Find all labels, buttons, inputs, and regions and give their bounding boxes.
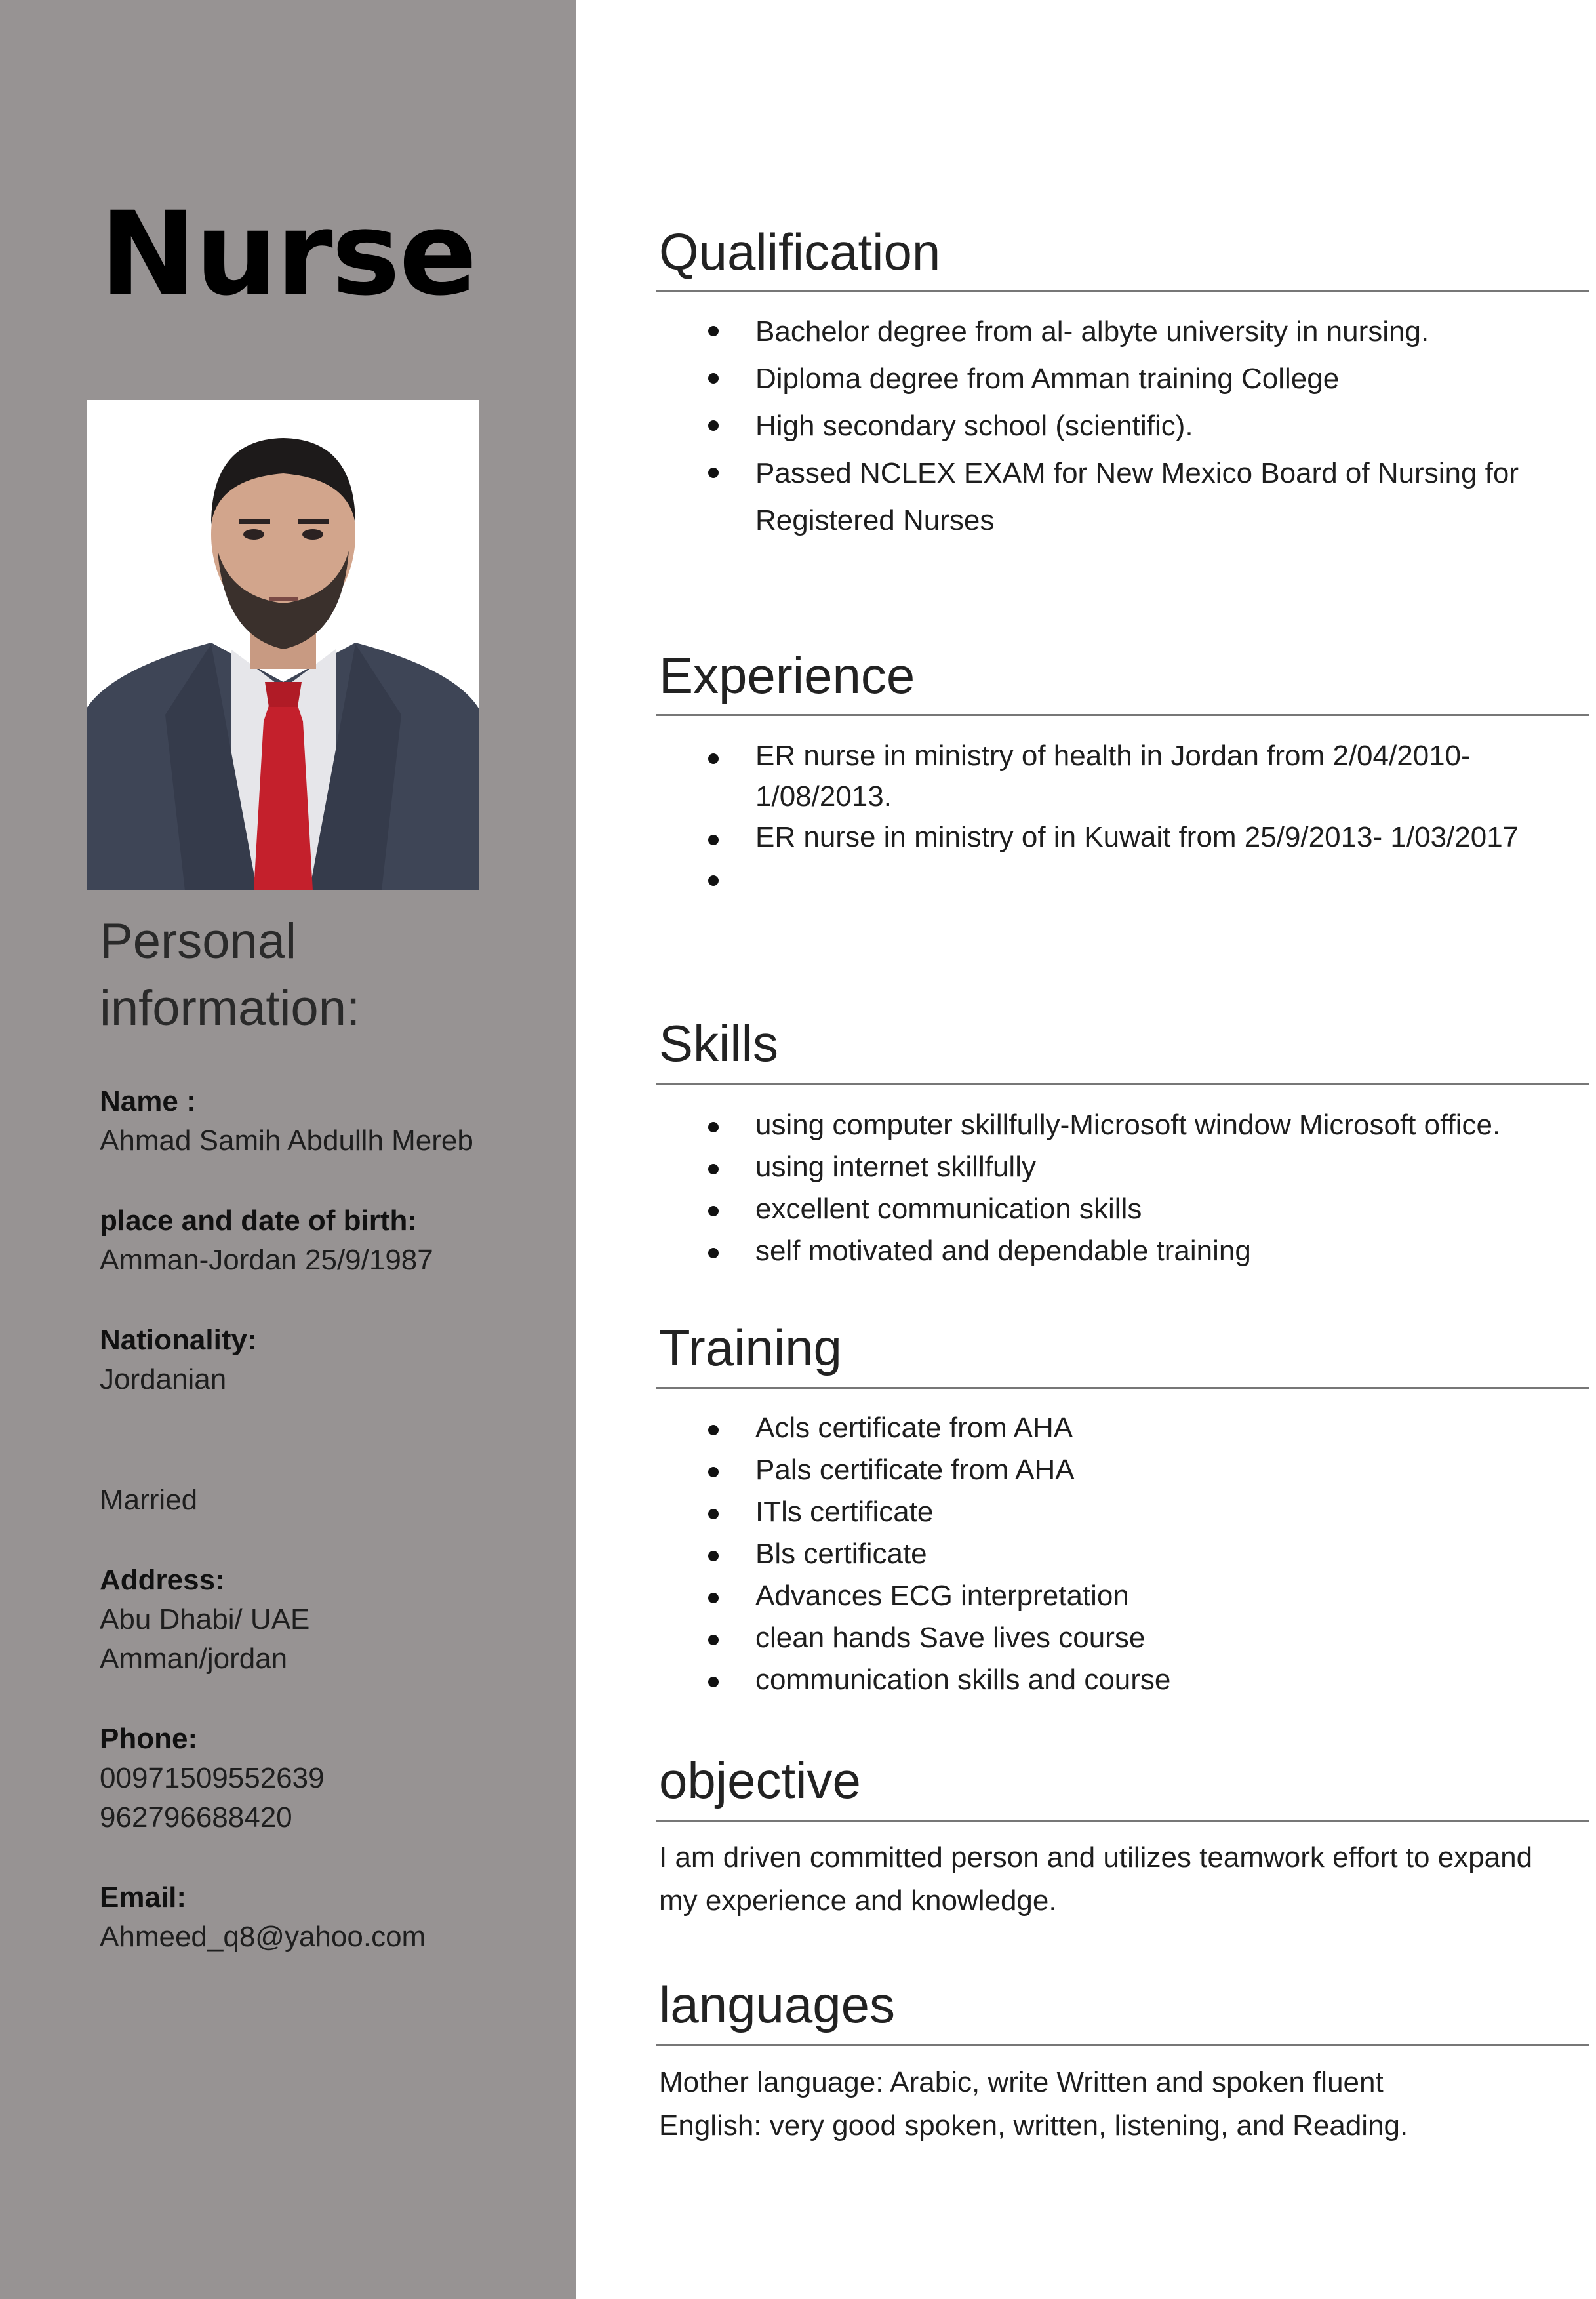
address-label: Address: <box>100 1564 225 1596</box>
phone-number: 00971509552639 <box>100 1762 325 1794</box>
list-item: using internet skillfully <box>656 1146 1587 1188</box>
languages-heading: languages <box>659 1976 895 2033</box>
list-item: Diploma degree from Amman training College <box>656 355 1587 403</box>
list-item: Acls certificate from AHA <box>656 1407 1587 1449</box>
skills-heading: Skills <box>659 1014 779 1072</box>
nationality-value: Jordanian <box>100 1363 227 1395</box>
skills-list <box>656 1104 1587 1272</box>
job-title: Nurse <box>100 187 476 321</box>
phone-number: 962796688420 <box>100 1801 292 1833</box>
nationality-label: Nationality: <box>100 1324 257 1356</box>
languages-line: English: very good spoken, written, listening, and Reading. <box>659 2109 1408 2142</box>
qualification-list <box>656 308 1587 544</box>
personal-information-heading: Personal information: <box>100 913 361 1036</box>
objective-divider <box>656 1820 1589 1822</box>
list-item: Pals certificate from AHA <box>656 1449 1587 1491</box>
personal-information <box>100 1082 559 1957</box>
list-item: Passed NCLEX EXAM for New Mexico Board of Nursing for Registered Nurses <box>656 450 1587 544</box>
email-value: Ahmeed_q8@yahoo.com <box>100 1921 426 1953</box>
skills-divider <box>656 1083 1589 1085</box>
list-item: clean hands Save lives course <box>656 1617 1587 1659</box>
list-item: excellent communication skills <box>656 1188 1587 1230</box>
portrait-illustration <box>87 400 479 890</box>
objective-heading: objective <box>659 1751 861 1809</box>
sidebar <box>0 0 576 2299</box>
marital-status: Married <box>100 1484 198 1516</box>
languages-divider <box>656 2044 1589 2046</box>
address-line: Abu Dhabi/ UAE <box>100 1603 310 1635</box>
list-item: communication skills and course <box>656 1659 1587 1701</box>
training-divider <box>656 1387 1589 1389</box>
qualification-divider <box>656 290 1589 292</box>
address-line: Amman/jordan <box>100 1643 288 1675</box>
list-item: self motivated and dependable training <box>656 1230 1587 1272</box>
name-label: Name : <box>100 1085 196 1117</box>
birth-value: Amman-Jordan 25/9/1987 <box>100 1244 433 1276</box>
languages-line: Mother language: Arabic, write Written and spoken fluent <box>659 2066 1384 2098</box>
name-value: Ahmad Samih Abdullh Mereb <box>100 1125 473 1157</box>
list-item: ER nurse in ministry of health in Jordan from 2/04/2010-1/08/2013. <box>656 736 1587 817</box>
list-item: High secondary school (scientific). <box>656 403 1587 450</box>
experience-list <box>656 736 1587 898</box>
experience-heading: Experience <box>659 647 915 704</box>
experience-divider <box>656 714 1589 716</box>
training-heading: Training <box>659 1319 842 1376</box>
list-item: Advances ECG interpretation <box>656 1575 1587 1617</box>
birth-label: place and date of birth: <box>100 1205 418 1237</box>
training-list <box>656 1407 1587 1701</box>
list-item <box>656 858 1587 898</box>
objective-text: I am driven committed person and utilizes teamwork effort to expand my experience and knowledge. <box>659 1841 1533 1917</box>
list-item: Bachelor degree from al- albyte university in nursing. <box>656 308 1587 355</box>
qualification-heading: Qualification <box>659 223 941 281</box>
list-item: using computer skillfully-Microsoft window Microsoft office. <box>656 1104 1587 1146</box>
list-item: ER nurse in ministry of in Kuwait from 25/9/2013- 1/03/2017 <box>656 817 1587 858</box>
email-label: Email: <box>100 1881 187 1913</box>
list-item: Bls certificate <box>656 1533 1587 1575</box>
phone-label: Phone: <box>100 1723 198 1755</box>
list-item: ITls certificate <box>656 1491 1587 1533</box>
profile-photo <box>87 400 479 890</box>
